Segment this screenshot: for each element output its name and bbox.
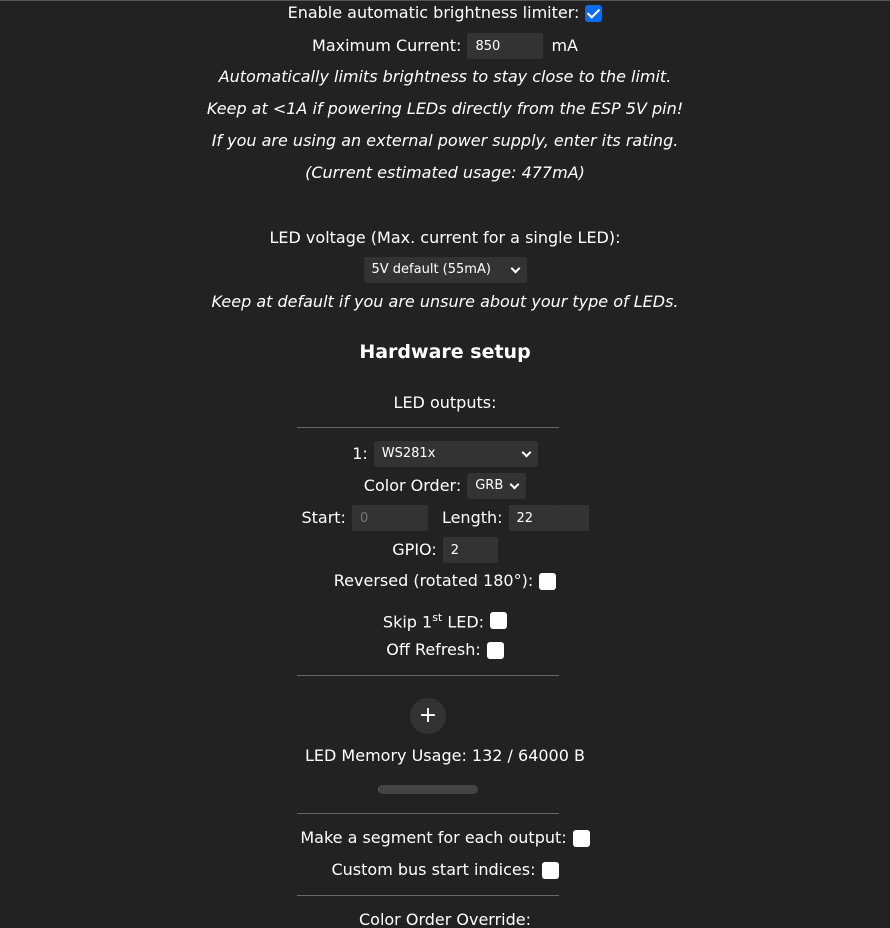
limiter-note-1: Automatically limits brightness to stay close to the limit. (218, 67, 672, 86)
segment-each-row (0, 826, 890, 850)
add-output-button[interactable]: + (410, 698, 446, 734)
led-voltage-label: LED voltage (Max. current for a single LED): (269, 228, 621, 247)
start-length-row (0, 505, 890, 531)
divider (297, 813, 559, 814)
start-label: Start: (301, 508, 346, 527)
color-order-override-label: Color Order Override: (358, 910, 532, 928)
settings-page (0, 1, 890, 928)
segment-each-checkbox[interactable] (573, 830, 590, 847)
max-current-input[interactable] (467, 33, 543, 59)
max-current-label: Maximum Current: (312, 36, 462, 55)
hardware-setup-title: Hardware setup (359, 341, 531, 363)
skip-first-checkbox[interactable] (490, 612, 507, 629)
led-outputs-label: LED outputs: (393, 393, 497, 412)
skip-first-label: Skip 1st LED: (382, 611, 485, 632)
max-current-row (0, 33, 890, 59)
off-refresh-checkbox[interactable] (487, 642, 504, 659)
skip-first-row (0, 606, 890, 634)
length-input-tail (559, 505, 589, 531)
output-type-select[interactable] (374, 441, 538, 467)
gpio-label: GPIO: (392, 540, 437, 559)
start-input[interactable] (352, 505, 428, 531)
limiter-row (0, 1, 890, 25)
chevron-down-icon (510, 479, 520, 489)
led-memory-usage: LED Memory Usage: 132 / 64000 B (305, 746, 585, 765)
reversed-row (0, 569, 890, 593)
led-voltage-row (0, 257, 890, 283)
led-voltage-note: Keep at default if you are unsure about your type of LEDs. (211, 292, 679, 311)
max-current-unit: mA (551, 36, 578, 55)
output-type-row (0, 441, 890, 467)
length-input[interactable] (509, 505, 559, 531)
chevron-down-icon (510, 263, 520, 273)
length-label: Length: (441, 508, 503, 527)
off-refresh-label: Off Refresh: (386, 640, 481, 659)
chevron-down-icon (521, 447, 531, 457)
limiter-label: Enable automatic brightness limiter: (287, 3, 580, 22)
current-usage-note: (Current estimated usage: 477mA) (305, 163, 585, 182)
output-index-label: 1: (352, 444, 368, 463)
color-order-label: Color Order: (363, 476, 462, 495)
led-voltage-select[interactable] (364, 257, 527, 283)
color-order-row (0, 473, 890, 499)
memory-usage-bar (378, 785, 478, 794)
divider (297, 675, 559, 676)
limiter-checkbox[interactable] (585, 5, 602, 22)
gpio-input[interactable] (443, 537, 498, 563)
custom-bus-checkbox[interactable] (542, 862, 559, 879)
gpio-row (0, 537, 890, 563)
output-type-value: WS281x (381, 446, 436, 461)
custom-bus-label: Custom bus start indices: (331, 860, 536, 879)
color-order-value: GRB (475, 478, 504, 493)
reversed-checkbox[interactable] (539, 573, 556, 590)
custom-bus-row (0, 858, 890, 882)
divider (297, 895, 559, 896)
reversed-label: Reversed (rotated 180°): (333, 571, 534, 590)
limiter-note-3: If you are using an external power supply, enter its rating. (211, 131, 679, 150)
led-voltage-value: 5V default (55mA) (371, 262, 491, 277)
segment-each-label: Make a segment for each output: (300, 828, 567, 847)
color-order-select[interactable] (467, 473, 526, 499)
off-refresh-row (0, 638, 890, 662)
divider (297, 427, 559, 428)
limiter-note-2: Keep at <1A if powering LEDs directly from the ESP 5V pin! (206, 99, 684, 118)
